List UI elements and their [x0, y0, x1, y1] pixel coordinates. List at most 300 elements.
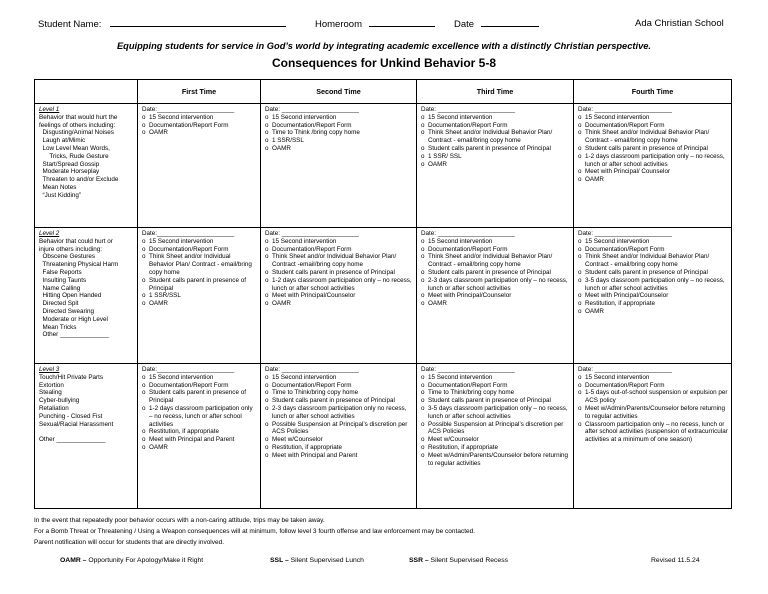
level-description-line: Tricks, Rude Gesture	[39, 152, 109, 160]
consequence-text: Restitution, if appropriate	[585, 300, 656, 308]
checkbox-bullet[interactable]: o	[265, 245, 269, 253]
consequence-item	[578, 153, 728, 169]
date-entry[interactable]: Date: ______________________	[421, 230, 515, 237]
consequence-text: Restitution, if appropriate	[149, 428, 220, 436]
consequence-text: Think Sheet and/or Individual Behavior Plan/ Contract - email/bring copy home	[149, 253, 252, 276]
student-name-label: Student Name:	[38, 19, 102, 30]
consequence-text: 15 Second intervention	[272, 373, 337, 381]
column-header: First Time	[138, 80, 261, 104]
level-label: Level 3	[39, 366, 60, 373]
consequence-item	[142, 389, 257, 405]
level-description-line: Name Calling	[39, 284, 81, 292]
consequence-item	[265, 246, 413, 254]
legend-text: Silent Supervised Recess	[428, 557, 508, 564]
consequence-item	[421, 161, 570, 169]
consequence-item	[578, 300, 728, 308]
checkbox-bullet[interactable]: o	[142, 276, 146, 284]
consequence-text: Student calls parent in presence of Principal	[428, 144, 551, 152]
consequence-item	[421, 246, 570, 254]
checkbox-bullet[interactable]: o	[578, 307, 582, 315]
checkbox-bullet[interactable]: o	[421, 268, 425, 276]
date-entry[interactable]: Date:______________________	[142, 366, 235, 373]
level-description-line: Start/Spread Gossip	[39, 160, 100, 168]
consequence-text: Time to Think /bring copy home	[272, 129, 360, 137]
consequence-text: 1-5 days out-of-school suspension or expulsion per ACS policy	[585, 389, 728, 405]
date-label: Date	[454, 19, 475, 30]
consequence-text: Student calls parent in presence of Principal	[585, 144, 708, 152]
consequences-table	[34, 79, 732, 509]
checkbox-bullet[interactable]: o	[265, 300, 269, 308]
consequence-text: 15 Second intervention	[149, 237, 214, 245]
checkbox-bullet[interactable]: o	[142, 404, 146, 412]
checkbox-bullet[interactable]: o	[142, 253, 146, 261]
consequence-item	[265, 374, 413, 382]
checkbox-bullet[interactable]: o	[578, 113, 582, 121]
checkbox-bullet[interactable]: o	[578, 420, 582, 428]
consequence-item	[265, 253, 413, 269]
consequence-text: Possible Suspension at Principal’s discretion per ACS Policies	[272, 420, 408, 436]
checkbox-bullet[interactable]: o	[265, 129, 269, 137]
level-description-line: Other ______________	[39, 436, 106, 444]
date-entry[interactable]: Date: ______________________	[578, 366, 672, 373]
consequence-text: Documentation/Report Form	[585, 121, 665, 129]
consequence-item	[421, 122, 570, 130]
consequence-item	[421, 238, 570, 246]
consequence-item	[421, 114, 570, 122]
date-entry[interactable]: Date: ______________________	[265, 106, 359, 113]
checkbox-bullet[interactable]: o	[142, 373, 146, 381]
consequence-text: 15 Second intervention	[428, 373, 493, 381]
checkbox-bullet[interactable]: o	[265, 436, 269, 444]
consequence-text: Think Sheet and/or Individual Behavior Plan/ Contract - email/bring copy home	[585, 129, 710, 145]
checkbox-bullet[interactable]: o	[578, 152, 582, 160]
checkbox-bullet[interactable]: o	[265, 113, 269, 121]
level-description-line: Hitting Open Handed	[39, 292, 102, 300]
checkbox-bullet[interactable]: o	[265, 276, 269, 284]
checkbox-bullet[interactable]: o	[421, 160, 425, 168]
consequence-item	[421, 444, 570, 452]
level-description-line: Extortion	[39, 381, 64, 389]
consequence-text: Restitution, if appropriate	[272, 443, 343, 451]
consequence-item	[421, 397, 570, 405]
consequence-text: 1 SSR/SSL	[272, 137, 304, 145]
school-motto: Equipping students for service in God’s world by integrating academic excellence with a distinctly Christian perspective.	[116, 41, 652, 51]
consequence-cell	[574, 364, 732, 509]
consequence-text: 15 Second intervention	[149, 373, 214, 381]
consequence-item	[421, 389, 570, 397]
consequence-item	[265, 145, 413, 153]
consequence-text: 15 Second intervention	[428, 113, 493, 121]
consequence-item	[578, 292, 728, 300]
legend-item-ssr	[409, 557, 508, 564]
consequence-item	[142, 405, 257, 428]
checkbox-bullet[interactable]: o	[142, 113, 146, 121]
consequence-cell	[417, 364, 574, 509]
legend-abbr: SSL –	[270, 557, 289, 564]
consequence-text: 2-3 days classroom participation only – no recess, lunch or after school activities	[428, 276, 568, 292]
level-description-line: Directed Swearing	[39, 307, 94, 315]
checkbox-bullet[interactable]: o	[578, 176, 582, 184]
checkbox-bullet[interactable]: o	[578, 300, 582, 308]
consequence-text: OAMR	[428, 160, 447, 168]
consequence-cell	[138, 104, 261, 228]
date-entry[interactable]: Date: ______________________	[265, 230, 359, 237]
consequence-item	[265, 277, 413, 293]
consequence-item	[578, 145, 728, 153]
level-description-line: Low Level Mean Words,	[39, 144, 110, 152]
checkbox-bullet[interactable]: o	[578, 168, 582, 176]
date-line[interactable]	[481, 18, 539, 27]
consequence-item	[265, 300, 413, 308]
level-description-line: Obscene Gestures	[39, 253, 95, 261]
consequence-text: Meet with Principal/Counselor	[585, 292, 669, 300]
checkbox-bullet[interactable]: o	[421, 300, 425, 308]
date-entry[interactable]: Date: ______________________	[265, 366, 359, 373]
consequence-item	[421, 405, 570, 421]
consequence-text: Student calls parent in presence of Principal	[428, 397, 551, 405]
student-name-field[interactable]	[38, 18, 286, 30]
level-description-cell	[35, 104, 138, 228]
date-entry[interactable]: Date: ______________________	[578, 230, 672, 237]
checkbox-bullet[interactable]: o	[578, 404, 582, 412]
consequence-item	[142, 246, 257, 254]
checkbox-bullet[interactable]: o	[265, 381, 269, 389]
checkbox-bullet[interactable]: o	[265, 268, 269, 276]
consequence-item	[265, 405, 413, 421]
level-description-line: Moderate or High Level	[39, 315, 108, 323]
consequence-item	[265, 389, 413, 397]
checkbox-bullet[interactable]: o	[265, 404, 269, 412]
checkbox-bullet[interactable]: o	[421, 152, 425, 160]
checkbox-bullet[interactable]: o	[421, 397, 425, 405]
consequence-text: Documentation/Report Form	[428, 381, 508, 389]
consequence-item	[578, 168, 728, 176]
consequence-text: 3-5 days classroom participation only – no recess, lunch or after school activities	[428, 404, 568, 420]
level-description-line: Disgusting/Animal Noises	[39, 129, 114, 137]
consequence-item	[578, 238, 728, 246]
consequence-item	[265, 452, 413, 460]
level-description-line: injure others including:	[39, 245, 103, 253]
date-entry[interactable]: Date: ______________________	[578, 106, 672, 113]
consequence-text: OAMR	[149, 443, 168, 451]
level-label: Level 2	[39, 230, 60, 237]
consequence-text: 1-2 days classroom participation only – no recess, lunch or after school activities	[585, 152, 725, 168]
checkbox-bullet[interactable]: o	[265, 292, 269, 300]
checkbox-bullet[interactable]: o	[421, 436, 425, 444]
homeroom-field[interactable]	[315, 18, 435, 30]
homeroom-line[interactable]	[369, 18, 435, 27]
consequence-item	[265, 397, 413, 405]
checkbox-bullet[interactable]: o	[421, 129, 425, 137]
homeroom-label: Homeroom	[315, 19, 362, 30]
consequence-item	[578, 421, 728, 444]
consequence-text: 15 Second intervention	[585, 237, 650, 245]
consequence-text: Meet with Principal and Parent	[272, 451, 358, 459]
column-header: Second Time	[261, 80, 417, 104]
checkbox-bullet[interactable]: o	[578, 144, 582, 152]
consequence-cell	[261, 104, 417, 228]
date-entry[interactable]: Date: ______________________	[421, 366, 515, 373]
level-description-line	[39, 428, 134, 436]
level-label: Level 1	[39, 106, 60, 113]
checkbox-bullet[interactable]: o	[421, 420, 425, 428]
consequence-text: OAMR	[585, 176, 604, 184]
consequence-item	[578, 114, 728, 122]
consequence-text: Time to Think/bring copy home	[428, 389, 515, 397]
checkbox-bullet[interactable]: o	[142, 300, 146, 308]
consequence-text: OAMR	[149, 300, 168, 308]
checkbox-bullet[interactable]: o	[142, 443, 146, 451]
level-description-cell	[35, 364, 138, 509]
level-description-line: Other ______________	[39, 331, 110, 339]
checkbox-bullet[interactable]: o	[421, 381, 425, 389]
consequence-text: 15 Second intervention	[428, 237, 493, 245]
consequence-text: 15 Second intervention	[585, 373, 650, 381]
consequence-item	[142, 444, 257, 452]
checkbox-bullet[interactable]: o	[421, 237, 425, 245]
consequence-item	[265, 137, 413, 145]
checkbox-bullet[interactable]: o	[421, 121, 425, 129]
consequence-item	[265, 129, 413, 137]
consequence-item	[421, 382, 570, 390]
checkbox-bullet[interactable]: o	[265, 420, 269, 428]
checkbox-bullet[interactable]: o	[142, 121, 146, 129]
consequence-item	[421, 277, 570, 293]
consequence-item	[265, 382, 413, 390]
checkbox-bullet[interactable]: o	[578, 245, 582, 253]
checkbox-bullet[interactable]: o	[421, 113, 425, 121]
consequence-text: 1-2 days classroom participation only – no recess, lunch or after school activities	[272, 276, 412, 292]
consequence-item	[142, 238, 257, 246]
student-name-line[interactable]	[110, 18, 286, 27]
consequence-text: Student calls parent in presence of Principal	[428, 268, 551, 276]
date-entry[interactable]: Date:______________________	[142, 106, 235, 113]
legend-item-ssl	[270, 557, 364, 564]
legend-abbr: SSR –	[409, 557, 429, 564]
consequence-item	[421, 129, 570, 145]
consequence-text: Meet with Principal and Parent	[149, 436, 235, 444]
checkbox-bullet[interactable]: o	[265, 389, 269, 397]
consequence-text: OAMR	[272, 144, 291, 152]
consequence-item	[578, 122, 728, 130]
consequence-text: 2-3 days classroom participation only no recess, lunch or after school activities	[272, 404, 407, 420]
consequence-text: Documentation/Report Form	[585, 381, 665, 389]
consequence-text: Meet with Principal/Counselor	[428, 292, 512, 300]
corner-cell	[35, 80, 138, 104]
checkbox-bullet[interactable]: o	[421, 389, 425, 397]
note-line: In the event that repeatedly poor behavior occurs with a non-caring attitude, trips may be taken away.	[34, 517, 325, 524]
checkbox-bullet[interactable]: o	[421, 292, 425, 300]
consequence-text: Think Sheet and/or Individual Behavior Plan/ Contract - email/bring copy home	[428, 129, 553, 145]
checkbox-bullet[interactable]: o	[265, 443, 269, 451]
legend-item-oamr	[60, 557, 203, 564]
level-description-line: False Reports	[39, 268, 82, 276]
consequence-text: OAMR	[149, 129, 168, 137]
date-entry[interactable]: Date:______________________	[142, 230, 235, 237]
consequence-item	[142, 436, 257, 444]
level-description-line: Cyber-bullying	[39, 397, 80, 405]
date-field[interactable]	[454, 18, 539, 30]
consequence-text: Documentation/Report Form	[272, 381, 352, 389]
checkbox-bullet[interactable]: o	[265, 144, 269, 152]
consequence-item	[578, 269, 728, 277]
consequence-text: 15 Second intervention	[149, 113, 214, 121]
checkbox-bullet[interactable]: o	[421, 245, 425, 253]
level-description-line: “Just Kidding”	[39, 191, 81, 199]
checkbox-bullet[interactable]: o	[578, 381, 582, 389]
checkbox-bullet[interactable]: o	[142, 237, 146, 245]
consequence-item	[265, 238, 413, 246]
consequence-text: 15 Second intervention	[272, 113, 337, 121]
school-name: Ada Christian School	[635, 18, 724, 29]
consequence-text: Classroom participation only – no recess, lunch or after school activities (suspension of extracurricular activities at a minimum of one season)	[585, 420, 728, 444]
consequence-item	[142, 300, 257, 308]
level-description-line: Touch/Hit Private Parts	[39, 373, 104, 381]
consequence-item	[421, 145, 570, 153]
consequence-text: 15 Second intervention	[585, 113, 650, 121]
checkbox-bullet[interactable]: o	[578, 268, 582, 276]
consequence-item	[421, 452, 570, 468]
consequence-text: 1 SSR/ SSL	[428, 152, 462, 160]
consequence-item	[421, 421, 570, 437]
consequence-item	[421, 253, 570, 269]
checkbox-bullet[interactable]: o	[421, 144, 425, 152]
checkbox-bullet[interactable]: o	[578, 121, 582, 129]
consequence-item	[265, 436, 413, 444]
consequence-item	[142, 129, 257, 137]
consequence-text: Documentation/Report Form	[272, 121, 352, 129]
consequence-cell	[261, 228, 417, 364]
consequence-text: OAMR	[428, 300, 447, 308]
level-description-line: Threatening Physical Harm	[39, 261, 119, 269]
checkbox-bullet[interactable]: o	[142, 129, 146, 137]
consequence-text: Think Sheet and/or Individual Behavior Plan/ Contract -email/bring copy home	[272, 253, 397, 269]
consequence-item	[578, 277, 728, 293]
consequence-text: Student calls parent in presence of Principal	[149, 276, 246, 292]
consequence-text: Meet with Principal/Counselor	[272, 292, 356, 300]
checkbox-bullet[interactable]: o	[421, 276, 425, 284]
consequence-text: 1-2 days classroom participation only – no recess, lunch or after school activities	[149, 404, 253, 428]
consequence-cell	[261, 364, 417, 509]
checkbox-bullet[interactable]: o	[578, 292, 582, 300]
legend-text: Silent Supervised Lunch	[288, 557, 364, 564]
consequence-text: 3-5 days classroom participation only – no recess, lunch or after school activities	[585, 276, 725, 292]
checkbox-bullet[interactable]: o	[578, 237, 582, 245]
checkbox-bullet[interactable]: o	[265, 451, 269, 459]
level-description-line: Stealing	[39, 389, 62, 397]
revised-date: Revised 11.5.24	[651, 557, 700, 564]
date-entry[interactable]: Date: ______________________	[421, 106, 515, 113]
checkbox-bullet[interactable]: o	[265, 373, 269, 381]
consequence-item	[578, 129, 728, 145]
consequence-cell	[574, 104, 732, 228]
consequence-item	[265, 421, 413, 437]
level-description-line: Behavior that could hurt or	[39, 237, 113, 245]
consequence-text: Student calls parent in presence of Principal	[149, 389, 246, 405]
consequence-item	[578, 308, 728, 316]
checkbox-bullet[interactable]: o	[265, 121, 269, 129]
column-header: Fourth Time	[574, 80, 732, 104]
consequence-text: 1 SSR/SSL	[149, 292, 181, 300]
consequence-item	[142, 114, 257, 122]
consequence-text: Meet w/Counselor	[428, 436, 479, 444]
level-description-cell	[35, 228, 138, 364]
consequence-item	[265, 444, 413, 452]
consequence-item	[265, 122, 413, 130]
level-description-line: Directed Spit	[39, 300, 79, 308]
consequence-item	[421, 374, 570, 382]
consequence-text: Think Sheet and/or Individual Behavior Plan/ Contract - email/bring copy home	[585, 253, 710, 269]
checkbox-bullet[interactable]: o	[421, 451, 425, 459]
consequence-item	[578, 253, 728, 269]
checkbox-bullet[interactable]: o	[578, 389, 582, 397]
consequence-item	[578, 374, 728, 382]
level-description-line: Punching - Closed Fist	[39, 412, 103, 420]
consequence-text: Student calls parent in presence of Principal	[272, 268, 395, 276]
checkbox-bullet[interactable]: o	[421, 373, 425, 381]
note-line: Parent notification will occur for students that are directly involved.	[34, 539, 225, 546]
consequence-item	[578, 382, 728, 390]
level-description-line: Insulting Taunts	[39, 276, 87, 284]
consequence-item	[142, 277, 257, 293]
level-description-line: feelings of others including:	[39, 121, 116, 129]
checkbox-bullet[interactable]: o	[142, 436, 146, 444]
consequence-text: Meet w/Counselor	[272, 436, 323, 444]
consequence-item	[265, 114, 413, 122]
consequence-item	[142, 122, 257, 130]
consequence-item	[578, 405, 728, 421]
level-description-line: Laugh at/Mimic	[39, 137, 86, 145]
consequence-item	[142, 292, 257, 300]
consequence-text: OAMR	[272, 300, 291, 308]
legend	[0, 557, 768, 567]
checkbox-bullet[interactable]: o	[265, 253, 269, 261]
level-description-line: Sexual/Racial Harassment	[39, 420, 114, 428]
checkbox-bullet[interactable]: o	[578, 373, 582, 381]
checkbox-bullet[interactable]: o	[265, 237, 269, 245]
consequence-cell	[138, 228, 261, 364]
consequence-item	[142, 382, 257, 390]
consequence-item	[142, 253, 257, 276]
consequence-text: Think Sheet and/or Individual Behavior Plan/ Contract - email/bring copy home	[428, 253, 553, 269]
checkbox-bullet[interactable]: o	[421, 253, 425, 261]
consequence-text: Student calls parent in presence of Principal	[585, 268, 708, 276]
level-description-line: Threaten to and/or Exclude	[39, 176, 119, 184]
checkbox-bullet[interactable]: o	[578, 276, 582, 284]
consequence-text: Meet w/Admin/Parents/Counselor before returning to regular activities	[585, 404, 726, 420]
checkbox-bullet[interactable]: o	[142, 292, 146, 300]
page-title: Consequences for Unkind Behavior 5-8	[271, 56, 497, 70]
level-description-line: Retaliation	[39, 404, 69, 412]
checkbox-bullet[interactable]: o	[142, 381, 146, 389]
checkbox-bullet[interactable]: o	[142, 428, 146, 436]
table-header-row	[35, 80, 732, 104]
consequence-text: Restitution, if appropriate	[428, 443, 499, 451]
checkbox-bullet[interactable]: o	[578, 129, 582, 137]
checkbox-bullet[interactable]: o	[265, 397, 269, 405]
checkbox-bullet[interactable]: o	[421, 404, 425, 412]
checkbox-bullet[interactable]: o	[421, 443, 425, 451]
checkbox-bullet[interactable]: o	[142, 389, 146, 397]
checkbox-bullet[interactable]: o	[578, 253, 582, 261]
consequence-text: Meet with Principal/ Counselor	[585, 168, 671, 176]
consequence-item	[578, 389, 728, 405]
header	[38, 18, 738, 32]
level-description-line: Behavior that would hurt the	[39, 113, 118, 121]
checkbox-bullet[interactable]: o	[142, 245, 146, 253]
checkbox-bullet[interactable]: o	[265, 137, 269, 145]
consequence-cell	[574, 228, 732, 364]
